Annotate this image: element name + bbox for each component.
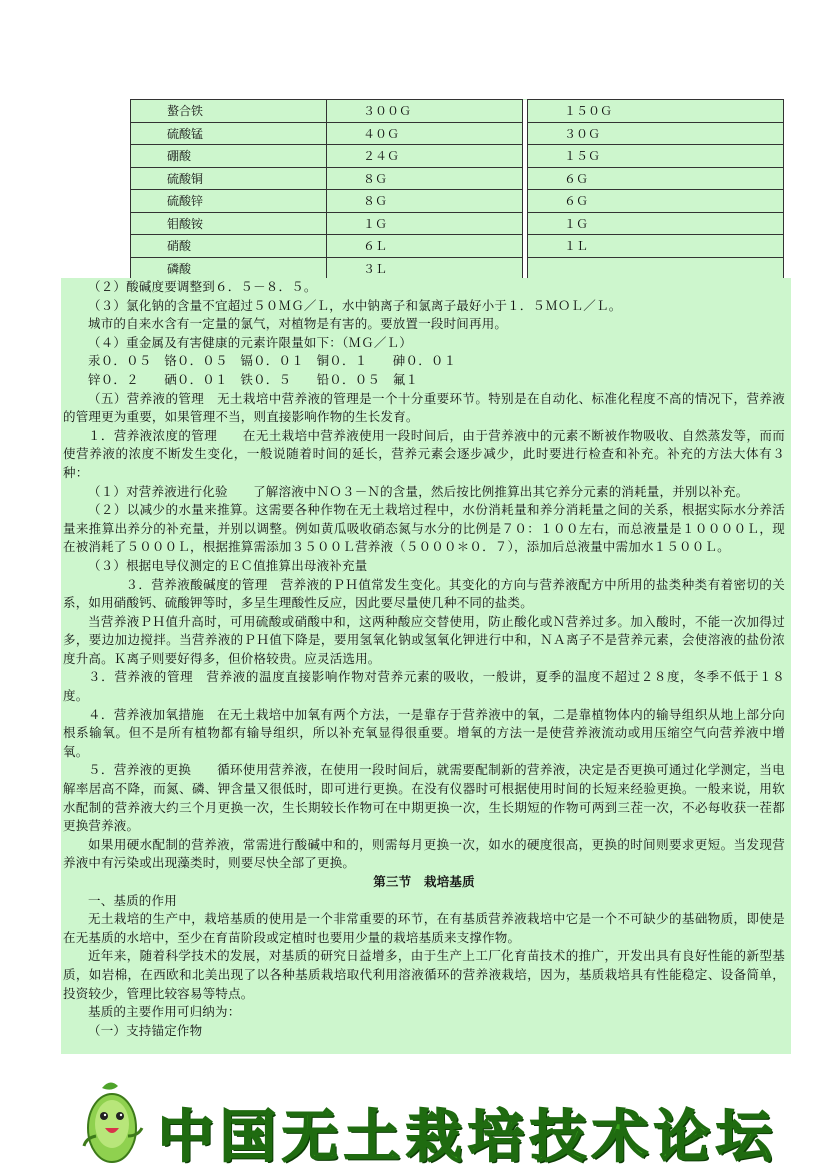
table-cell: 磷酸 — [131, 257, 327, 280]
table-row — [131, 167, 784, 190]
table-cell: ３００Ｇ — [327, 100, 523, 123]
paragraph: １．营养液浓度的管理 在无土栽培中营养液使用一段时间后，由于营养液中的元素不断被作物吸收、自然蒸发等，而而使营养液的浓度不断发生变化，一般说随着时间的延长，营养元素会逐步减少，此时要进行检查和补充。补充的方法大体有３种： — [63, 427, 785, 480]
table-cell: 硫酸铜 — [131, 167, 327, 190]
paragraph: 当营养液ＰＨ值升高时，可用硫酸或硝酸中和，这两种酸应交替使用，防止酸化或Ｎ营养过多。加入酸时，不能一次加得过多，要边加边搅拌。当营养液的ＰＨ值下降是，要用氢氧化钠或氢氧化钾进行中和，ＮＡ离子不是营养元素，会使溶液的盐份浓度升高。Ｋ离子则要好得多，但价格较贵。应灵活选用。 — [63, 613, 785, 666]
paragraph: （２）以减少的水量来推算。这需要各种作物在无土栽培过程中，水份消耗量和养分消耗量之间的关系，根据实际水分养活量来推算出养分的补充量，并别以调整。例如黄瓜吸收硝态氮与水分的比例是７０：１００左右，而总液量是１００００Ｌ，现在被消耗了５０００Ｌ，根据推算需添加３５００Ｌ营养液（５０００＊０．７），添加后总液量中需加水１５００Ｌ。 — [63, 502, 785, 555]
paragraph: （３）根据电导仪测定的ＥＣ值推算出母液补充量 — [88, 557, 368, 573]
table-cell: 硼酸 — [131, 145, 327, 168]
paragraph: 锌０．２ 硒０．０１ 铁０．５ 铅０．０５ 氟１ — [88, 371, 419, 387]
table-cell: １Ｌ — [528, 235, 784, 258]
table-row — [131, 257, 784, 280]
paragraph: 如果用硬水配制的营养液，常需进行酸碱中和的，则需每月更换一次，如水的硬度很高，更换的时间则要求更短。当发现营养液中有污染或出现藻类时，则要尽快全部了更换。 — [63, 836, 785, 871]
table-cell: 钼酸铵 — [131, 212, 327, 235]
nutrient-table — [130, 99, 784, 280]
paragraph: 近年来，随着科学技术的发展，对基质的研究日益增多，由于生产上工厂化育苗技术的推广，开发出具有良好性能的新型基质，如岩棉，在西欧和北美出现了以各种基质栽培取代利用溶液循环的营养液栽培，因为，基质栽培具有性能稳定、设备简单，投资较少，管理比较容易等特点。 — [63, 948, 785, 1001]
table-cell — [528, 257, 784, 280]
paragraph: 汞０．０５ 铬０．０５ 镉０．０１ 铜０．１ 砷０．０１ — [88, 353, 457, 369]
mascot-icon — [72, 1076, 162, 1166]
table-cell: ６Ｌ — [327, 235, 523, 258]
table-row — [131, 100, 784, 123]
table-row — [131, 122, 784, 145]
paragraph: （一）支持锚定作物 — [88, 1022, 203, 1038]
paragraph: 无土栽培的生产中，栽培基质的使用是一个非常重要的环节，在有基质营养液栽培中它是一个不可缺少的基础物质，即使是在无基质的水培中，至少在育苗阶段或定植时也要用少量的栽培基质来支撑作物。 — [63, 911, 785, 945]
table-row — [131, 235, 784, 258]
table-cell: ３Ｌ — [327, 257, 523, 280]
table-cell: ３０Ｇ — [528, 122, 784, 145]
paragraph: 城市的自来水含有一定量的氯气，对植物是有害的。要放置一段时间再用。 — [88, 316, 508, 332]
table-row — [131, 190, 784, 213]
table-cell: 硫酸锰 — [131, 122, 327, 145]
paragraph: 一、基质的作用 — [88, 892, 177, 908]
paragraph: （４）重金属及有害健康的元素许限量如下：（ＭＧ／Ｌ） — [88, 334, 412, 350]
paragraph: ３．营养液的管理 营养液的温度直接影响作物对营养元素的吸收，一般讲，夏季的温度不超过２８度，冬季不低于１８度。 — [63, 669, 785, 704]
table-row — [131, 212, 784, 235]
table-cell: 螯合铁 — [131, 100, 327, 123]
table-cell: １５０Ｇ — [528, 100, 784, 123]
table-cell: １５Ｇ — [528, 145, 784, 168]
section-heading: 第三节 栽培基质 — [373, 874, 475, 889]
paragraph: ４．营养液加氧措施 在无土栽培中加氧有两个方法，一是靠存于营养液中的氧，二是靠植物体内的输导组织从地上部分向根系输氧。但不是所有植物都有输导组织，所以补充氧显得很重要。增氧的方法一是使营养液流动或用压缩空气向营养液中增氧。 — [63, 706, 785, 759]
table-row — [131, 145, 784, 168]
paragraph: （五）营养液的管理 无土栽培中营养液的管理是一个十分重要环节。特别是在自动化、标准化程度不高的情况下，营养液的管理更为重要，如果管理不当，则直接影响作物的生长发育。 — [63, 390, 785, 425]
table-cell: 硫酸锌 — [131, 190, 327, 213]
table-cell: ８Ｇ — [327, 167, 523, 190]
table-cell: 硝酸 — [131, 235, 327, 258]
table-cell: ４０Ｇ — [327, 122, 523, 145]
paragraph: ５．营养液的更换 循环使用营养液，在使用一段时间后，就需要配制新的营养液，决定是否更换可通过化学测定，当电解率居高不降，而氮、磷、钾含量又很低时，即可进行更换。在没有仪器时可根据使用时间的长短来经验更换。一般来说，用软水配制的营养液大约三个月更换一次，生长期较长作物可在中期更换一次，生长期短的作物可两到三茬一次，不必每收获一茬都更换营养液。 — [63, 762, 785, 834]
paragraph: （３）氯化钠的含量不宜超过５０ＭＧ／Ｌ，水中钠离子和氯离子最好小于１．５ＭＯＬ／Ｌ。 — [88, 297, 622, 313]
paragraph: （２）酸碱度要调整到６．５－８．５。 — [88, 279, 317, 294]
table-cell: ６Ｇ — [528, 190, 784, 213]
forum-logo: 中国无土栽培技术论坛 — [158, 1105, 778, 1170]
paragraph: 基质的主要作用可归纳为： — [88, 1004, 241, 1020]
paragraph: ３．营养液酸碱度的管理 营养液的ＰＨ值常发生变化。其变化的方向与营养液配方中所用的盐类种类有着密切的关系，如用硝酸钙、硫酸钾等时，多呈生理酸性反应，因此要尽量使几种不同的盐类。 — [63, 576, 785, 611]
table-cell: ６Ｇ — [528, 167, 784, 190]
table-cell: １Ｇ — [528, 212, 784, 235]
paragraph: （１）对营养液进行化验 了解溶液中ＮＯ３－Ｎ的含量，然后按比例推算出其它养分元素的消耗量，并别以补充。 — [88, 483, 749, 499]
document-body — [61, 278, 791, 1054]
table-cell: １Ｇ — [327, 212, 523, 235]
table-cell: ２４Ｇ — [327, 145, 523, 168]
table-cell: ８Ｇ — [327, 190, 523, 213]
